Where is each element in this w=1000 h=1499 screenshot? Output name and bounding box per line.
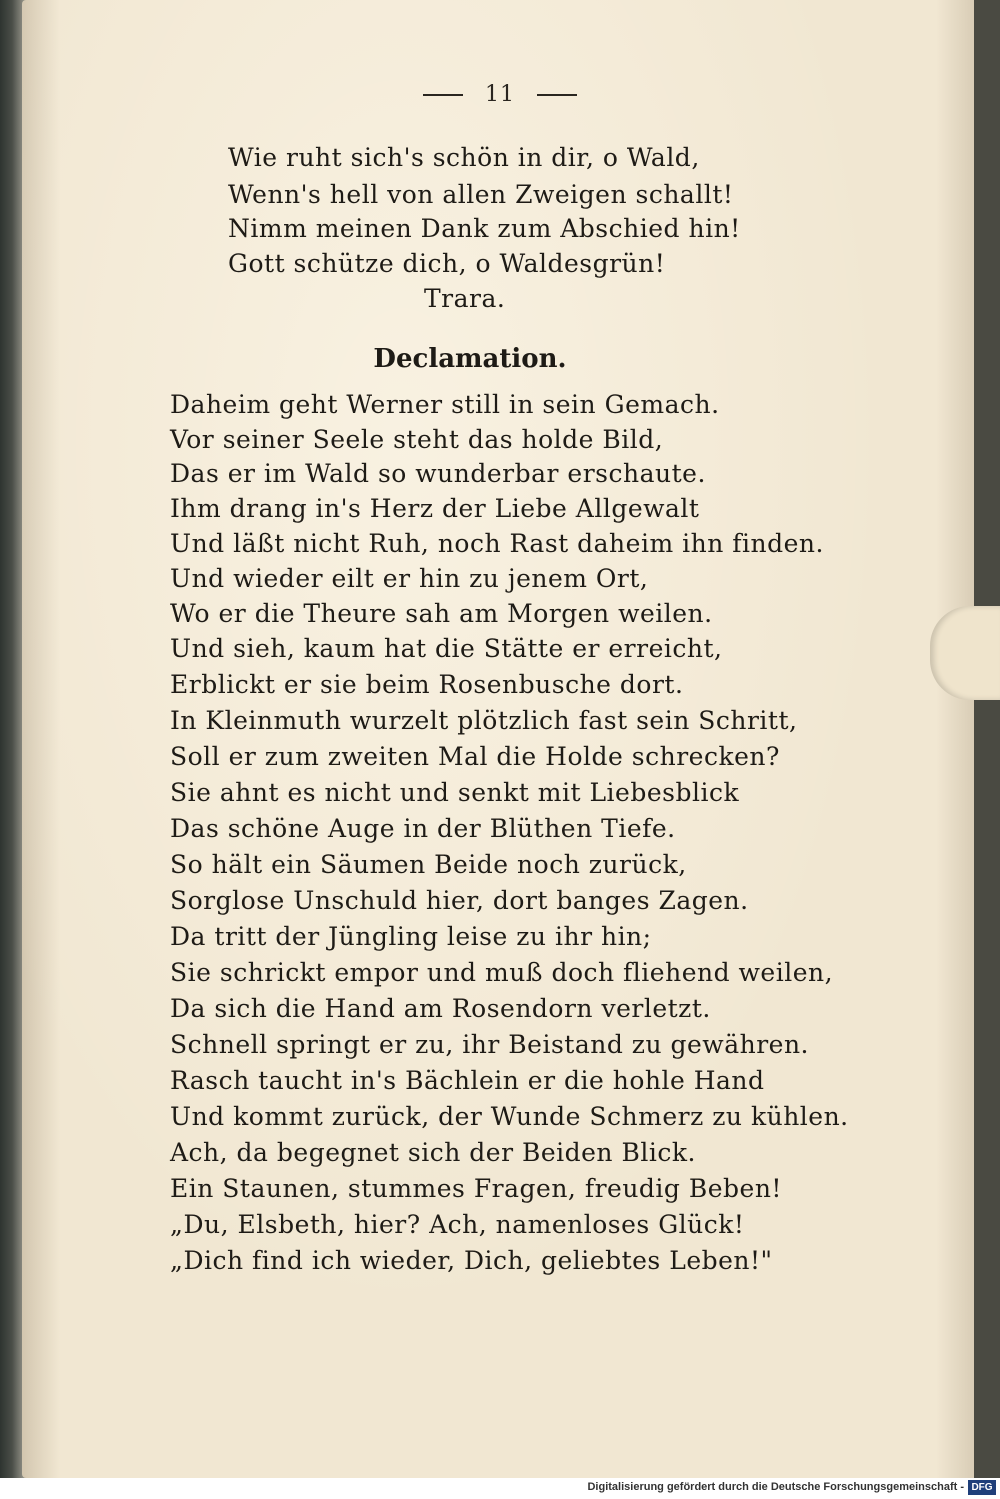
declamation-line: In Kleinmuth wurzelt plötzlich fast sein Schritt, — [170, 706, 798, 735]
declamation-line: Ach, da begegnet sich der Beiden Blick. — [170, 1138, 696, 1167]
declamation-line: Sorglose Unschuld hier, dort banges Zagen. — [170, 886, 749, 915]
declamation-line: „Du, Elsbeth, hier? Ach, namenloses Glück! — [170, 1210, 745, 1239]
declamation-line: Wo er die Theure sah am Morgen weilen. — [170, 599, 713, 628]
declamation-line: Sie ahnt es nicht und senkt mit Liebesblick — [170, 778, 740, 807]
declamation-line: Schnell springt er zu, ihr Beistand zu gewähren. — [170, 1030, 810, 1059]
dfg-logo: DFG — [968, 1480, 996, 1495]
declamation-line: Sie schrickt empor und muß doch fliehend weilen, — [170, 958, 834, 987]
right-page-edge — [974, 0, 1000, 1478]
header-dash-right — [537, 94, 577, 96]
declamation-line: Rasch taucht in's Bächlein er die hohle Hand — [170, 1066, 765, 1095]
declamation-line: Ein Staunen, stummes Fragen, freudig Beben! — [170, 1174, 782, 1203]
declamation-line: Und kommt zurück, der Wunde Schmerz zu kühlen. — [170, 1102, 849, 1131]
declamation-line: Das er im Wald so wunderbar erschaute. — [170, 459, 706, 488]
poem-line: Wenn's hell von allen Zweigen schallt! — [228, 180, 734, 209]
poem-refrain: Trara. — [424, 284, 506, 313]
declamation-line: Da tritt der Jüngling leise zu ihr hin; — [170, 922, 652, 951]
declamation-line: Soll er zum zweiten Mal die Holde schrecken? — [170, 742, 780, 771]
declamation-line: Daheim geht Werner still in sein Gemach. — [170, 390, 720, 419]
poem-line: Wie ruht sich's schön in dir, o Wald, — [228, 143, 700, 172]
header-dash-left — [423, 94, 463, 96]
poem-line: Gott schütze dich, o Waldesgrün! — [228, 249, 666, 278]
declamation-line: Ihm drang in's Herz der Liebe Allgewalt — [170, 494, 700, 523]
declamation-line: „Dich find ich wieder, Dich, geliebtes Leben!" — [170, 1246, 773, 1275]
section-heading: Declamation. — [373, 344, 567, 374]
declamation-line: Da sich die Hand am Rosendorn verletzt. — [170, 994, 711, 1023]
page-header — [0, 82, 1000, 107]
declamation-line: Und wieder eilt er hin zu jenem Ort, — [170, 564, 649, 593]
page-number: 11 — [485, 82, 515, 107]
page-tab-notch — [930, 606, 1000, 700]
declamation-line: So hält ein Säumen Beide noch zurück, — [170, 850, 687, 879]
digitization-footer — [0, 1478, 1000, 1499]
declamation-line: Und sieh, kaum hat die Stätte er erreicht, — [170, 634, 723, 663]
poem-line: Nimm meinen Dank zum Abschied hin! — [228, 214, 741, 243]
declamation-line: Und läßt nicht Ruh, noch Rast daheim ihn finden. — [170, 529, 824, 558]
funding-notice: Digitalisierung gefördert durch die Deutsche Forschungsgemeinschaft - — [587, 1481, 964, 1493]
declamation-line: Das schöne Auge in der Blüthen Tiefe. — [170, 814, 676, 843]
declamation-line: Vor seiner Seele steht das holde Bild, — [170, 425, 664, 454]
declamation-line: Erblickt er sie beim Rosenbusche dort. — [170, 670, 684, 699]
